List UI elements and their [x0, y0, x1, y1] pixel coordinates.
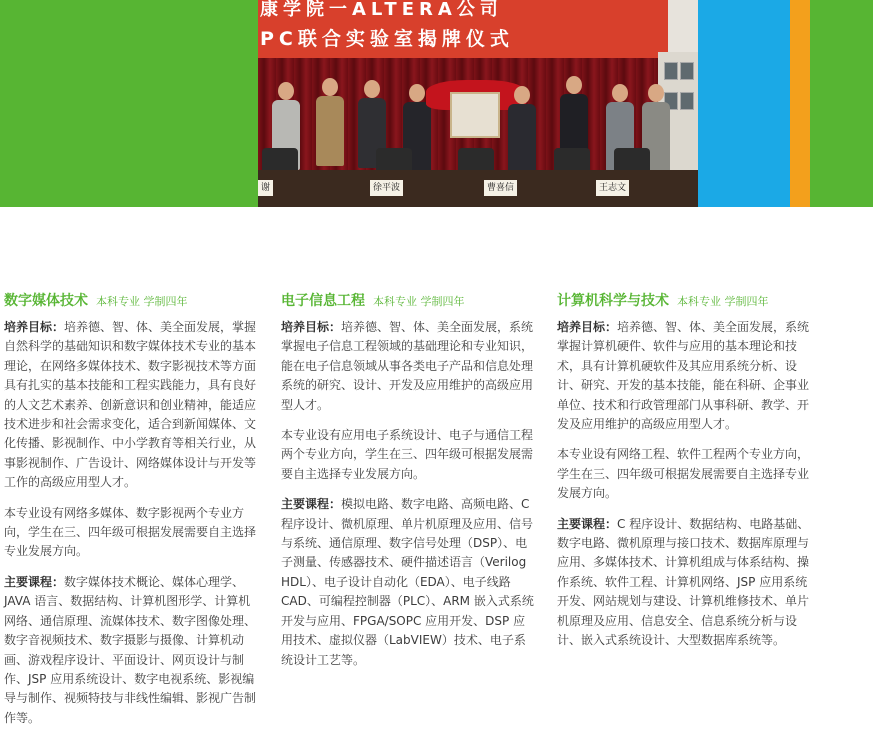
major-heading — [557, 290, 812, 310]
orange-band — [790, 0, 810, 207]
ceremony-banner — [258, 0, 668, 58]
main-courses-text: 数字媒体技术概论、媒体心理学、JAVA 语言、数据结构、计算机图形学、计算机网络、通信原理、流媒体技术、数字图像处理、数字音视频技术、数字摄影与摄像、计算机动画、游戏程序设计、平面设计、网页设计与制作、JSP 应用系统设计、数字电视系统、影视编导与制作、视频特技与非线性编辑、影视广告制作等。 — [4, 574, 257, 725]
major-meta: 本科专业 学制四年 — [96, 295, 188, 308]
banner-line-1: 康学院一ALTERA公司 — [260, 0, 503, 20]
conference-table — [258, 170, 698, 207]
major-meta: 本科专业 学制四年 — [373, 295, 465, 308]
training-goal-label: 培养目标： — [557, 320, 618, 334]
major-title: 计算机科学与技术 — [557, 293, 669, 309]
main-courses-label: 主要课程： — [281, 497, 342, 512]
direction-text: 本专业设有网络工程、软件工程两个专业方向，学生在三、四年级可根据发展需要自主选择专业发展方向。 — [557, 447, 810, 501]
major-column-electronic-info — [281, 290, 536, 681]
main-courses — [557, 515, 812, 651]
training-goal-label: 培养目标： — [281, 320, 342, 334]
nameplate-2: 徐平波 — [370, 180, 403, 196]
cyan-band — [698, 0, 790, 207]
direction-paragraph — [281, 426, 536, 484]
main-courses-text: C 程序设计、数据结构、电路基础、数字电路、微机原理与接口技术、数据库原理与应用、多媒体技术、计算机组成与体系结构、操作系统、软件工程、计算机网络、JSP 应用系统开发、网站规划与建设、计算机维修技术、单片机原理及应用、信息安全、信息系统分析与设计、嵌入式系统设计、大型数据库系统等。 — [557, 516, 810, 648]
nameplate-1: 谢 — [258, 180, 273, 196]
main-courses-label: 主要课程： — [557, 516, 618, 531]
direction-paragraph — [4, 504, 259, 562]
direction-text: 本专业设有网络多媒体、数字影视两个专业方向，学生在三、四年级可根据发展需要自主选择专业发展方向。 — [4, 505, 257, 559]
green-band-left — [0, 0, 258, 207]
training-goal — [281, 318, 536, 415]
main-courses-text: 模拟电路、数字电路、高频电路、C 程序设计、微机原理、单片机原理及应用、信号与系统、通信原理、数字信号处理（DSP）、电子测量、传感器技术、硬件描述语言（Verilog HDL）、电子设计自动化（EDA）、电子线路 CAD、可编程控制器（PLC）、ARM 嵌入式系统开发与应用、FPGA/SOPC 应用开发、DSP 应用技术、虚拟仪器（LabVIEW）技术、电子系统设计工艺等。 — [281, 497, 534, 667]
nameplate-3: 曹喜信 — [484, 180, 517, 196]
ceremony-photo — [258, 0, 698, 207]
training-goal-text: 培养德、智、体、美全面发展，系统掌握计算机硬件、软件与应用的基本理论和技术，具有计算机硬软件及其应用系统分析、设计、研究、开发的基本技能，能在科研、企事业单位、技术和行政管理部门从事科研、教学、开发及应用维护的高级应用型人才。 — [557, 320, 810, 432]
major-meta: 本科专业 学制四年 — [677, 295, 769, 308]
training-goal-label: 培养目标： — [4, 320, 65, 334]
green-band-right — [810, 0, 873, 207]
major-title: 电子信息工程 — [281, 293, 365, 309]
nameplate-4: 王志文 — [596, 180, 629, 196]
training-goal — [4, 318, 259, 493]
major-heading — [4, 290, 259, 310]
major-column-digital-media — [4, 290, 259, 739]
main-courses — [4, 573, 259, 728]
main-courses-label: 主要课程： — [4, 574, 65, 589]
lab-plaque — [450, 92, 500, 138]
training-goal — [557, 318, 812, 434]
major-title: 数字媒体技术 — [4, 293, 88, 309]
main-courses — [281, 495, 536, 670]
training-goal-text: 培养德、智、体、美全面发展，系统掌握电子信息工程领域的基础理论和专业知识，能在电子信息领域从事各类电子产品和信息处理系统的研究、设计、开发及应用维护的高级应用型人才。 — [281, 320, 534, 412]
direction-paragraph — [557, 445, 812, 503]
training-goal-text: 培养德、智、体、美全面发展，掌握自然科学的基础知识和数字媒体技术专业的基本理论，在网络多媒体技术、数字影视技术等方面具有扎实的基本技能和工程实践能力，具有良好的人文艺术素养、创新意识和创业精神，能适应技术进步和社会需求变化，适合到新闻媒体、文化传播、影视制作、中小学教育等相关行业，从事影视制作、广告设计、网络媒体设计与开发等工作的高级应用型人才。 — [4, 320, 257, 490]
major-heading — [281, 290, 536, 310]
direction-text: 本专业设有应用电子系统设计、电子与通信工程两个专业方向，学生在三、四年级可根据发展需要自主选择专业发展方向。 — [281, 428, 534, 481]
banner-line-2: PC联合实验室揭牌仪式 — [260, 28, 514, 50]
major-column-computer-science — [557, 290, 812, 662]
